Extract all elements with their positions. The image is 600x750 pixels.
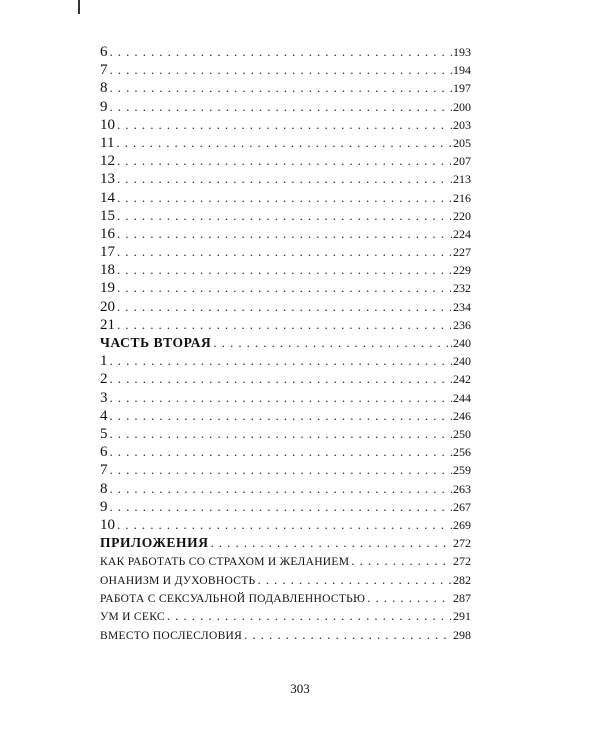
toc-section-part-two[interactable] — [100, 334, 471, 352]
dot-leader — [110, 425, 449, 443]
dot-leader — [211, 534, 451, 552]
dot-leader — [213, 334, 448, 352]
toc-entry-label: 2 — [100, 371, 108, 388]
toc-appendix-fear-desire[interactable] — [100, 552, 471, 570]
toc-entry-label: 6 — [100, 444, 108, 461]
toc-appendix-repression[interactable] — [100, 589, 471, 607]
toc-entry-page: 236 — [453, 317, 471, 332]
toc-entry-page: .256 — [450, 445, 471, 460]
dot-leader — [117, 207, 451, 225]
toc-entry-label: 16 — [100, 225, 115, 242]
toc-entry-15[interactable] — [100, 207, 471, 225]
toc-entry-page: .197 — [450, 81, 471, 96]
dot-leader — [117, 516, 448, 534]
toc-appendix-mind[interactable] — [100, 607, 471, 625]
toc-entry-page: .259 — [450, 463, 471, 478]
toc-entry-page: 291 — [453, 609, 471, 624]
toc-entry-label: 6 — [100, 44, 108, 60]
toc-entry-8[interactable] — [100, 79, 471, 97]
dot-leader — [117, 116, 448, 134]
toc-entry-label: РАБОТА С СЕКСУАЛЬНОЙ ПОДАВЛЕННОСТЬЮ — [100, 593, 366, 606]
toc-entry-p2-2[interactable] — [100, 370, 471, 388]
toc-entry-page: .194 — [450, 63, 471, 78]
toc-entry-label: ВМЕСТО ПОСЛЕСЛОВИЯ — [100, 629, 243, 642]
toc-entry-page: 232 — [453, 281, 471, 296]
toc-entry-label: 5 — [100, 425, 108, 442]
toc-entry-page: .246 — [450, 408, 471, 423]
toc-entry-page: 207 — [453, 154, 471, 169]
toc-entry-label: 3 — [100, 389, 108, 406]
toc-entry-page: .240 — [450, 354, 471, 369]
toc-entry-p2-6[interactable] — [100, 443, 471, 461]
toc-entry-21[interactable] — [100, 316, 471, 334]
toc-entry-page: .250 — [450, 426, 471, 441]
toc-entry-label: 15 — [100, 207, 115, 224]
toc-entry-7[interactable] — [100, 61, 471, 79]
dot-leader — [351, 552, 451, 570]
toc-entry-label: КАК РАБОТАТЬ СО СТРАХОМ И ЖЕЛАНИЕМ — [100, 556, 350, 569]
toc-entry-12[interactable] — [100, 152, 471, 170]
dot-leader — [117, 316, 451, 334]
toc-entry-page: .267 — [450, 499, 471, 514]
toc-entry-label: 19 — [100, 280, 115, 297]
toc-entry-label: 1 — [100, 353, 108, 370]
dot-leader — [116, 134, 451, 152]
toc-entry-p2-9[interactable] — [100, 498, 471, 516]
toc-entry-p2-8[interactable] — [100, 480, 471, 498]
toc-entry-page: 272 — [453, 536, 471, 551]
toc-entry-page: .240 — [450, 336, 471, 350]
toc-entry-page: .244 — [450, 390, 471, 405]
toc-section-appendices[interactable] — [100, 534, 471, 552]
toc-entry-label: 17 — [100, 244, 115, 261]
dot-leader — [110, 98, 449, 116]
toc-entry-label: 4 — [100, 407, 108, 424]
toc-entry-label: 18 — [100, 262, 115, 279]
toc-appendix-spirituality[interactable] — [100, 571, 471, 589]
dot-leader — [367, 589, 451, 607]
toc-entry-page: 205 — [453, 135, 471, 150]
toc-entry-label: 7 — [100, 462, 108, 479]
toc-entry-page: 216 — [453, 190, 471, 205]
toc-entry-p2-4[interactable] — [100, 407, 471, 425]
toc-entry-label: 14 — [100, 189, 115, 206]
toc-entry-page: .269 — [450, 517, 471, 532]
dot-leader — [257, 571, 451, 589]
toc-entry-label: 12 — [100, 153, 115, 170]
toc-entry-page: .224 — [450, 226, 471, 241]
toc-entry-6[interactable] — [100, 43, 471, 61]
toc-entry-page: 298 — [453, 627, 471, 642]
toc-entry-label: 20 — [100, 298, 115, 315]
toc-entry-page: .213 — [450, 172, 471, 187]
toc-entry-label: 10 — [100, 516, 115, 533]
toc-entry-p2-10[interactable] — [100, 516, 471, 534]
toc-entry-label: 9 — [100, 98, 108, 115]
toc-entry-label: 8 — [100, 80, 108, 97]
toc-entry-16[interactable] — [100, 225, 471, 243]
table-of-contents — [100, 43, 471, 644]
toc-entry-page: 227 — [453, 245, 471, 260]
dot-leader — [110, 443, 449, 461]
toc-entry-19[interactable] — [100, 279, 471, 297]
toc-entry-page: .263 — [450, 481, 471, 496]
toc-entry-label: 8 — [100, 480, 108, 497]
toc-entry-label: 9 — [100, 498, 108, 515]
toc-entry-p2-5[interactable] — [100, 425, 471, 443]
dot-leader — [110, 407, 449, 425]
dot-leader — [117, 170, 448, 188]
toc-entry-10[interactable] — [100, 116, 471, 134]
toc-appendix-afterword[interactable] — [100, 626, 471, 644]
toc-entry-page: 234 — [453, 299, 471, 314]
page-number: 303 — [290, 681, 310, 696]
toc-section-label: ЧАСТЬ ВТОРАЯ — [100, 335, 212, 350]
dot-leader — [110, 480, 449, 498]
dot-leader — [117, 225, 448, 243]
dot-leader — [117, 189, 451, 207]
toc-entry-11[interactable] — [100, 134, 471, 152]
toc-entry-label: 21 — [100, 316, 115, 333]
toc-entry-page: 282 — [453, 572, 471, 587]
toc-entry-p2-3[interactable] — [100, 389, 471, 407]
toc-section-label: ПРИЛОЖЕНИЯ — [100, 535, 209, 551]
dot-leader — [110, 370, 449, 388]
toc-entry-label: 11 — [100, 134, 115, 151]
dot-leader — [110, 461, 449, 479]
dot-leader — [244, 626, 451, 644]
toc-entry-page: .203 — [450, 117, 471, 132]
dot-leader — [110, 389, 449, 407]
toc-entry-18[interactable] — [100, 261, 471, 279]
toc-entry-label: ОНАНИЗМ И ДУХОВНОСТЬ — [100, 574, 256, 587]
dot-leader — [117, 279, 451, 297]
toc-entry-page: 272 — [453, 554, 471, 569]
dot-leader — [117, 261, 451, 279]
toc-entry-label: 13 — [100, 171, 115, 188]
dot-leader — [110, 43, 449, 61]
toc-entry-page: 229 — [453, 263, 471, 278]
toc-entry-page: .193 — [450, 45, 471, 59]
toc-entry-p2-7[interactable] — [100, 461, 471, 479]
toc-entry-page: .200 — [450, 99, 471, 114]
toc-entry-9[interactable] — [100, 98, 471, 116]
toc-entry-label: УМ И СЕКС — [100, 611, 165, 624]
toc-entry-13[interactable] — [100, 170, 471, 188]
dot-leader — [110, 352, 449, 370]
dot-leader — [117, 243, 451, 261]
dot-leader — [167, 607, 451, 625]
toc-entry-17[interactable] — [100, 243, 471, 261]
dot-leader — [110, 498, 449, 516]
toc-entry-label: 10 — [100, 116, 115, 133]
toc-entry-page: 287 — [453, 591, 471, 606]
dot-leader — [110, 61, 449, 79]
scan-edge-mark — [78, 0, 80, 14]
toc-entry-page: .242 — [450, 372, 471, 387]
toc-entry-20[interactable] — [100, 298, 471, 316]
toc-entry-p2-1[interactable] — [100, 352, 471, 370]
toc-entry-label: 7 — [100, 62, 108, 79]
toc-entry-page: 220 — [453, 208, 471, 223]
dot-leader — [110, 79, 449, 97]
dot-leader — [117, 152, 451, 170]
dot-leader — [117, 298, 451, 316]
toc-entry-14[interactable] — [100, 189, 471, 207]
